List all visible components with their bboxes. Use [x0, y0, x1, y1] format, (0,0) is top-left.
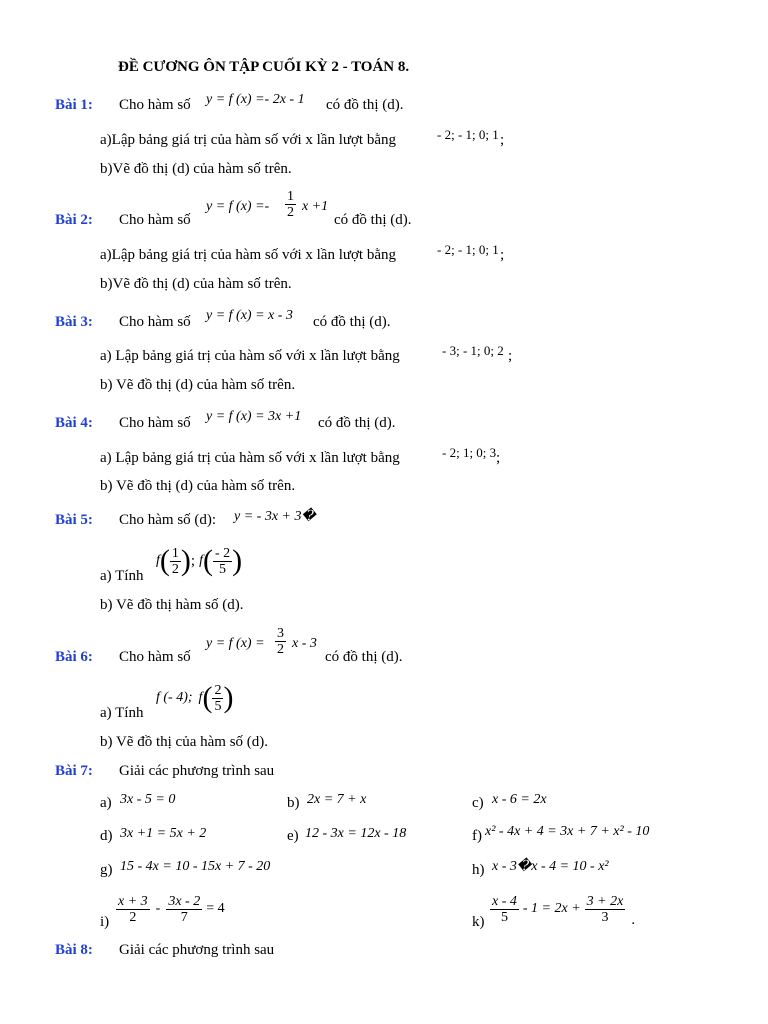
fraction: [116, 894, 150, 925]
function-left: y = f (x) =-: [206, 199, 270, 214]
function-formula: y = - 3x + 3�: [234, 509, 316, 524]
x-values: - 2; 1; 0; 3: [442, 445, 497, 460]
fraction-numerator: 1: [171, 545, 179, 561]
exercise-label: Bài 7:: [55, 763, 93, 779]
equation-label: i): [100, 914, 110, 930]
part-a: a) Lập bảng giá trị của hàm số với x lần lượt bằng: [100, 450, 400, 466]
equation: [490, 889, 635, 929]
fraction-numerator: x - 4: [492, 893, 517, 909]
paren-close: ): [232, 544, 243, 577]
function-formula: y = f (x) = x - 3: [206, 308, 293, 323]
paren-close: ): [223, 681, 234, 714]
exercise-intro: Cho hàm số: [119, 212, 191, 228]
part-a: a) Tính: [100, 568, 144, 584]
fraction-numerator: 3 + 2x: [586, 893, 624, 909]
function-formula: y = f (x) = 3x +1: [206, 409, 302, 424]
equation: 3x - 5 = 0: [120, 792, 176, 807]
exercise-label: Bài 1:: [55, 97, 93, 113]
fraction-numerator: - 2: [214, 545, 231, 561]
fraction: [170, 546, 181, 577]
exercise-tail: có đồ thị (d).: [313, 314, 391, 330]
fraction-denominator: 2: [287, 205, 294, 220]
equation-label: e): [287, 828, 299, 844]
part-b: b)Vẽ đồ thị (d) của hàm số trên.: [100, 161, 292, 177]
fraction: [490, 894, 519, 925]
fraction-denominator: 5: [500, 909, 508, 925]
equation-label: a): [100, 795, 112, 811]
equation: x - 6 = 2x: [492, 792, 547, 807]
period: .: [631, 912, 636, 928]
function-f: f: [156, 553, 160, 568]
exercise-label: Bài 5:: [55, 512, 93, 528]
paren-open: (: [159, 544, 170, 577]
fraction-denominator: 2: [277, 642, 284, 657]
separator: ;: [190, 552, 196, 569]
equation-label: h): [472, 862, 485, 878]
exercise-label: Bài 4:: [55, 415, 93, 431]
fraction-numerator: 3x - 2: [168, 893, 201, 909]
exercise-intro: Cho hàm số: [119, 314, 191, 330]
paren-close: ): [180, 544, 191, 577]
function-f: f: [198, 690, 203, 705]
part-b: b) Vẽ đồ thị (d) của hàm số trên.: [100, 478, 296, 494]
equation-label: k): [472, 914, 485, 930]
fraction-denominator: 2: [171, 561, 179, 577]
exercise-label: Bài 2:: [55, 212, 93, 228]
function-formula: y = f (x) =- 2x - 1: [206, 92, 305, 107]
equation-label: d): [100, 828, 113, 844]
exercise-intro: Cho hàm số: [119, 415, 191, 431]
equation-label: g): [100, 862, 113, 878]
part-a: a) Lập bảng giá trị của hàm số với x lần lượt bằng: [100, 348, 400, 364]
part-b: b) Vẽ đồ thị của hàm số (d).: [100, 734, 269, 750]
equation: [116, 889, 225, 929]
exercise-tail: có đồ thị (d).: [318, 415, 396, 431]
exercise-label: Bài 3:: [55, 314, 93, 330]
fraction-numerator: 3: [277, 626, 284, 641]
equation-label: b): [287, 795, 300, 811]
function-left: y = f (x) =: [206, 636, 265, 651]
exercise-intro: Cho hàm số (d):: [119, 512, 217, 528]
function-right: x - 3: [292, 636, 317, 651]
part-b: b)Vẽ đồ thị (d) của hàm số trên.: [100, 276, 292, 292]
semicolon: ;: [496, 450, 501, 466]
equation: x² - 4x + 4 = 3x + 7 + x² - 10: [485, 824, 650, 839]
equation-result: = 4: [206, 901, 225, 916]
fraction-numerator: 2: [214, 682, 222, 698]
fraction-denominator: 3: [601, 909, 609, 925]
exercise-intro: Cho hàm số: [119, 97, 191, 113]
x-values: - 3; - 1; 0; 2: [442, 343, 504, 358]
equation-label: c): [472, 795, 484, 811]
x-values: - 2; - 1; 0; 1: [437, 242, 499, 257]
equation: x - 3�x - 4 = 10 - x²: [492, 859, 609, 874]
equation: 12 - 3x = 12x - 18: [305, 826, 407, 841]
semicolon: ;: [500, 247, 505, 263]
semicolon: ;: [508, 348, 513, 364]
exercise-intro: Cho hàm số: [119, 649, 191, 665]
fraction: [285, 189, 296, 220]
part-b: b) Vẽ đồ thị hàm số (d).: [100, 597, 244, 613]
fraction: [166, 894, 202, 925]
exercise-intro: Giải các phương trình sau: [119, 763, 275, 779]
evaluate-expression: [156, 677, 233, 719]
equation-middle: - 1 = 2x +: [522, 901, 581, 916]
function-f: f: [199, 553, 203, 568]
fraction-numerator: 1: [287, 189, 294, 204]
equation-label: f): [472, 828, 482, 844]
fraction-numerator: x + 3: [118, 893, 148, 909]
x-values: - 2; - 1; 0; 1: [437, 127, 499, 142]
fraction: [213, 546, 232, 577]
exercise-tail: có đồ thị (d).: [334, 212, 412, 228]
page-title: ĐỀ CƯƠNG ÔN TẬP CUỐI KỲ 2 - TOÁN 8.: [118, 59, 410, 75]
exercise-tail: có đồ thị (d).: [326, 97, 404, 113]
exercise-tail: có đồ thị (d).: [325, 649, 403, 665]
part-a: a) Tính: [100, 705, 144, 721]
part-b: b) Vẽ đồ thị (d) của hàm số trên.: [100, 377, 296, 393]
equation: 15 - 4x = 10 - 15x + 7 - 20: [120, 859, 271, 874]
function-f-value: f (- 4);: [156, 690, 193, 705]
fraction: [275, 626, 286, 657]
semicolon: ;: [500, 132, 505, 148]
fraction-denominator: 7: [180, 909, 188, 925]
fraction-denominator: 5: [219, 561, 227, 577]
part-a: a)Lập bảng giá trị của hàm số với x lần lượt bằng: [100, 247, 396, 263]
exercise-label: Bài 6:: [55, 649, 93, 665]
paren-open: (: [202, 544, 213, 577]
equation: 2x = 7 + x: [307, 792, 367, 807]
operator: -: [155, 901, 161, 916]
paren-open: (: [202, 681, 213, 714]
function-right: x +1: [302, 199, 329, 214]
fraction-denominator: 2: [129, 909, 137, 925]
exercise-label: Bài 8:: [55, 942, 93, 958]
exercise-intro: Giải các phương trình sau: [119, 942, 275, 958]
evaluate-expression: [156, 540, 242, 582]
fraction: [585, 894, 626, 925]
fraction-denominator: 5: [214, 698, 222, 714]
fraction: [212, 683, 223, 714]
equation: 3x +1 = 5x + 2: [120, 826, 207, 841]
part-a: a)Lập bảng giá trị của hàm số với x lần lượt bằng: [100, 132, 396, 148]
